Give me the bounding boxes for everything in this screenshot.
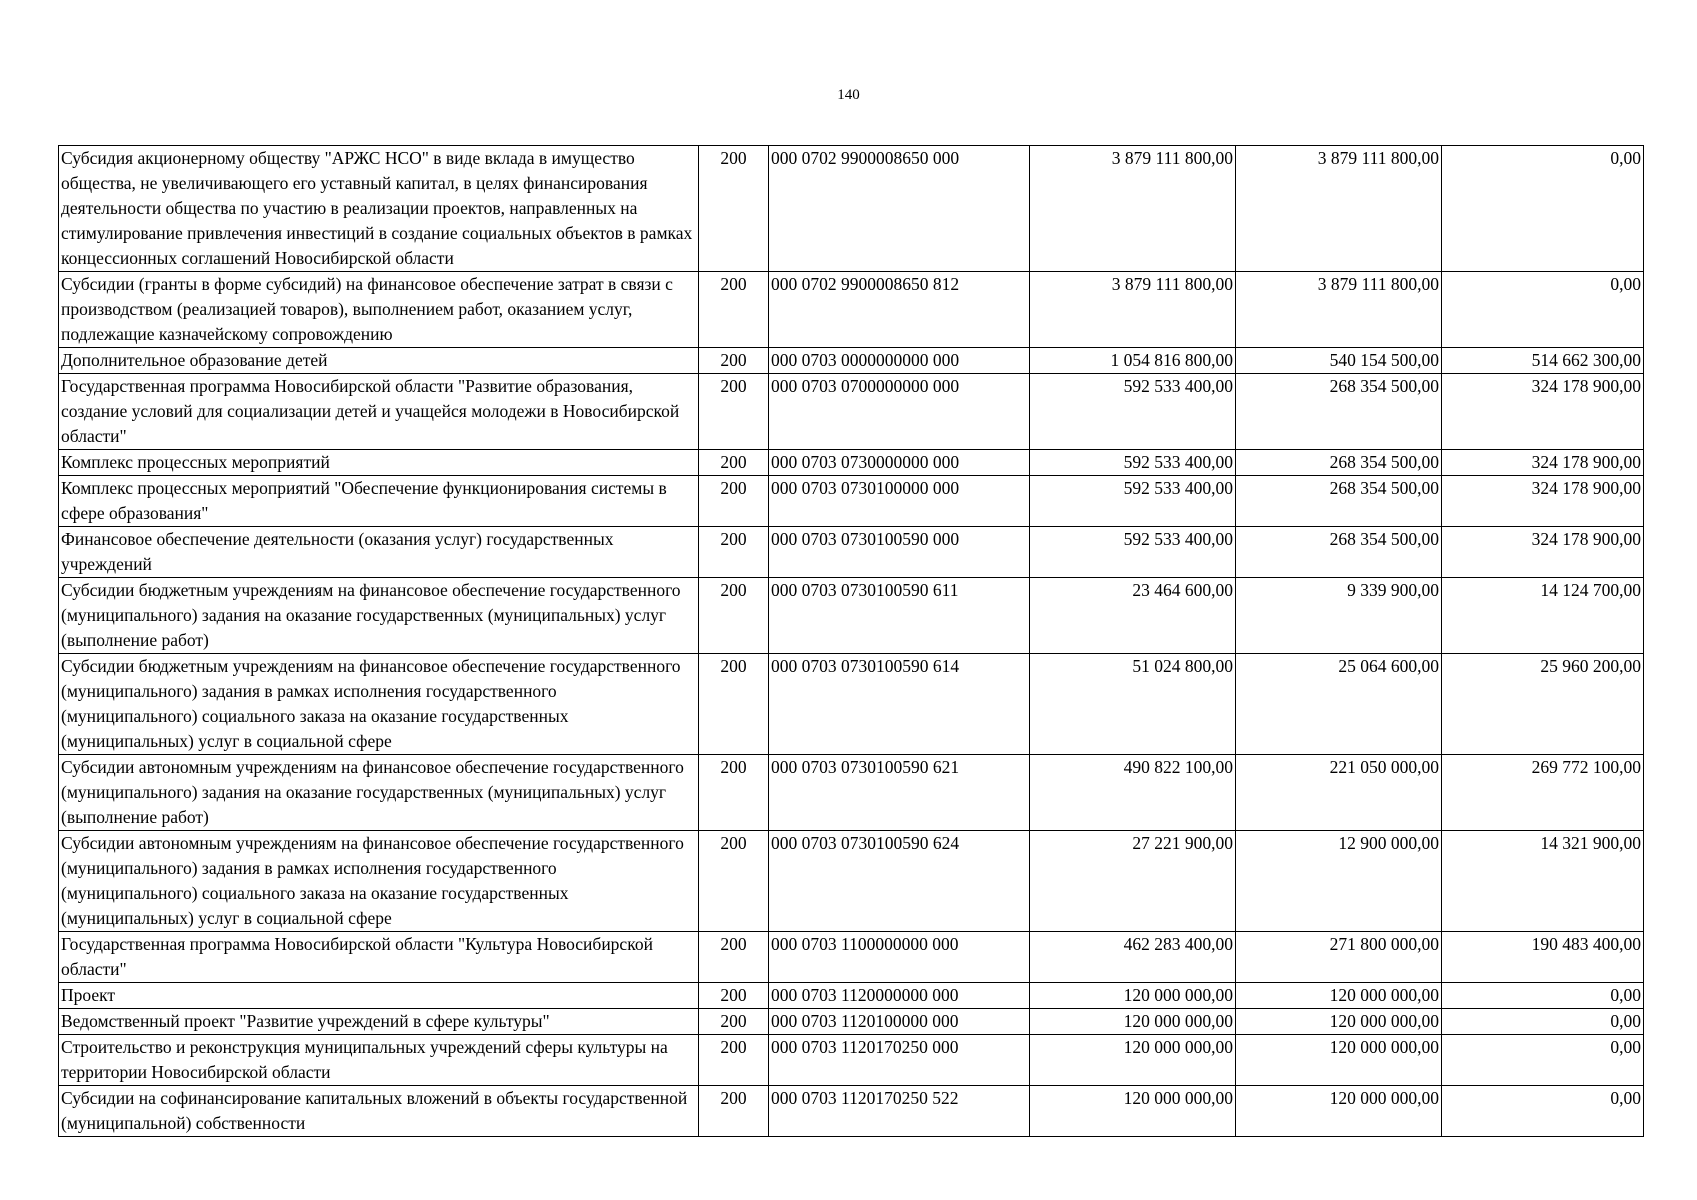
row-amount-2-cell: 0,00 bbox=[1442, 983, 1644, 1009]
row-budget-code-cell: 000 0703 1120170250 000 bbox=[769, 1035, 1030, 1086]
row-total-amount-cell: 120 000 000,00 bbox=[1030, 983, 1236, 1009]
table-row bbox=[59, 1035, 1644, 1086]
row-total-amount-cell: 592 533 400,00 bbox=[1030, 374, 1236, 450]
row-admin-code-cell: 200 bbox=[699, 146, 769, 272]
budget-table bbox=[58, 145, 1644, 1137]
row-total-amount-cell: 1 054 816 800,00 bbox=[1030, 348, 1236, 374]
row-admin-code-cell: 200 bbox=[699, 1035, 769, 1086]
row-amount-1-cell: 9 339 900,00 bbox=[1236, 578, 1442, 654]
row-amount-2-cell: 0,00 bbox=[1442, 1086, 1644, 1137]
row-amount-1-cell: 268 354 500,00 bbox=[1236, 527, 1442, 578]
row-admin-code-cell: 200 bbox=[699, 527, 769, 578]
row-amount-1-cell: 268 354 500,00 bbox=[1236, 476, 1442, 527]
row-budget-code-cell: 000 0702 9900008650 812 bbox=[769, 272, 1030, 348]
table-row bbox=[59, 755, 1644, 831]
table-row bbox=[59, 476, 1644, 527]
row-total-amount-cell: 592 533 400,00 bbox=[1030, 450, 1236, 476]
row-total-amount-cell: 51 024 800,00 bbox=[1030, 654, 1236, 755]
row-name-cell: Субсидии автономным учреждениям на финансовое обеспечение государственного (муниципального) задания в рамках исполнения государственного (муниципального) социального заказа на оказание государственных (муниципальных) услуг в социальной сфере bbox=[59, 831, 699, 932]
row-total-amount-cell: 120 000 000,00 bbox=[1030, 1009, 1236, 1035]
table-row bbox=[59, 983, 1644, 1009]
page-number: 140 bbox=[837, 87, 860, 103]
row-total-amount-cell: 23 464 600,00 bbox=[1030, 578, 1236, 654]
row-name-cell: Субсидии на софинансирование капитальных вложений в объекты государственной (муниципальной) собственности bbox=[59, 1086, 699, 1137]
table-row bbox=[59, 374, 1644, 450]
row-amount-2-cell: 25 960 200,00 bbox=[1442, 654, 1644, 755]
row-amount-2-cell: 324 178 900,00 bbox=[1442, 450, 1644, 476]
table-row bbox=[59, 146, 1644, 272]
row-budget-code-cell: 000 0703 1120170250 522 bbox=[769, 1086, 1030, 1137]
row-name-cell: Ведомственный проект "Развитие учреждений в сфере культуры" bbox=[59, 1009, 699, 1035]
row-admin-code-cell: 200 bbox=[699, 831, 769, 932]
row-amount-1-cell: 271 800 000,00 bbox=[1236, 932, 1442, 983]
row-total-amount-cell: 3 879 111 800,00 bbox=[1030, 272, 1236, 348]
table-row bbox=[59, 348, 1644, 374]
row-name-cell: Комплекс процессных мероприятий "Обеспечение функционирования системы в сфере образования" bbox=[59, 476, 699, 527]
row-budget-code-cell: 000 0703 0730100590 614 bbox=[769, 654, 1030, 755]
row-total-amount-cell: 120 000 000,00 bbox=[1030, 1086, 1236, 1137]
row-amount-1-cell: 120 000 000,00 bbox=[1236, 1035, 1442, 1086]
row-admin-code-cell: 200 bbox=[699, 983, 769, 1009]
row-budget-code-cell: 000 0703 0000000000 000 bbox=[769, 348, 1030, 374]
row-admin-code-cell: 200 bbox=[699, 755, 769, 831]
row-admin-code-cell: 200 bbox=[699, 1086, 769, 1137]
row-name-cell: Государственная программа Новосибирской области "Развитие образования, создание условий для социализации детей и учащейся молодежи в Новосибирской области" bbox=[59, 374, 699, 450]
row-name-cell: Строительство и реконструкция муниципальных учреждений сферы культуры на территории Новосибирской области bbox=[59, 1035, 699, 1086]
row-name-cell: Субсидии бюджетным учреждениям на финансовое обеспечение государственного (муниципального) задания в рамках исполнения государственного (муниципального) социального заказа на оказание государственных (муниципальных) услуг в социальной сфере bbox=[59, 654, 699, 755]
row-amount-2-cell: 0,00 bbox=[1442, 1035, 1644, 1086]
row-total-amount-cell: 592 533 400,00 bbox=[1030, 527, 1236, 578]
row-budget-code-cell: 000 0703 0730100590 611 bbox=[769, 578, 1030, 654]
table-row bbox=[59, 272, 1644, 348]
row-amount-2-cell: 514 662 300,00 bbox=[1442, 348, 1644, 374]
row-amount-1-cell: 540 154 500,00 bbox=[1236, 348, 1442, 374]
row-name-cell: Государственная программа Новосибирской области "Культура Новосибирской области" bbox=[59, 932, 699, 983]
row-amount-1-cell: 268 354 500,00 bbox=[1236, 374, 1442, 450]
row-amount-2-cell: 324 178 900,00 bbox=[1442, 476, 1644, 527]
budget-table-body bbox=[59, 146, 1644, 1137]
row-amount-1-cell: 120 000 000,00 bbox=[1236, 983, 1442, 1009]
table-row bbox=[59, 1009, 1644, 1035]
row-admin-code-cell: 200 bbox=[699, 578, 769, 654]
row-admin-code-cell: 200 bbox=[699, 272, 769, 348]
row-amount-2-cell: 0,00 bbox=[1442, 1009, 1644, 1035]
row-amount-1-cell: 221 050 000,00 bbox=[1236, 755, 1442, 831]
row-budget-code-cell: 000 0703 0730100590 000 bbox=[769, 527, 1030, 578]
row-budget-code-cell: 000 0703 0730100000 000 bbox=[769, 476, 1030, 527]
row-amount-1-cell: 3 879 111 800,00 bbox=[1236, 272, 1442, 348]
row-amount-1-cell: 3 879 111 800,00 bbox=[1236, 146, 1442, 272]
row-budget-code-cell: 000 0702 9900008650 000 bbox=[769, 146, 1030, 272]
row-amount-1-cell: 120 000 000,00 bbox=[1236, 1009, 1442, 1035]
table-row bbox=[59, 450, 1644, 476]
row-admin-code-cell: 200 bbox=[699, 932, 769, 983]
row-name-cell: Субсидии автономным учреждениям на финансовое обеспечение государственного (муниципального) задания на оказание государственных (муниципальных) услуг (выполнение работ) bbox=[59, 755, 699, 831]
row-admin-code-cell: 200 bbox=[699, 348, 769, 374]
table-row bbox=[59, 527, 1644, 578]
row-budget-code-cell: 000 0703 1120000000 000 bbox=[769, 983, 1030, 1009]
table-row bbox=[59, 1086, 1644, 1137]
row-name-cell: Субсидии бюджетным учреждениям на финансовое обеспечение государственного (муниципального) задания на оказание государственных (муниципальных) услуг (выполнение работ) bbox=[59, 578, 699, 654]
row-amount-2-cell: 324 178 900,00 bbox=[1442, 374, 1644, 450]
row-name-cell: Субсидия акционерному обществу "АРЖС НСО" в виде вклада в имущество общества, не увеличивающего его уставный капитал, в целях финансирования деятельности общества по участию в реализации проектов, направленных на стимулирование привлечения инвестиций в создание социальных объектов в рамках концессионных соглашений Новосибирской области bbox=[59, 146, 699, 272]
row-admin-code-cell: 200 bbox=[699, 654, 769, 755]
table-row bbox=[59, 831, 1644, 932]
row-name-cell: Проект bbox=[59, 983, 699, 1009]
row-amount-1-cell: 25 064 600,00 bbox=[1236, 654, 1442, 755]
row-name-cell: Финансовое обеспечение деятельности (оказания услуг) государственных учреждений bbox=[59, 527, 699, 578]
table-row bbox=[59, 654, 1644, 755]
row-total-amount-cell: 120 000 000,00 bbox=[1030, 1035, 1236, 1086]
row-budget-code-cell: 000 0703 0730000000 000 bbox=[769, 450, 1030, 476]
row-total-amount-cell: 462 283 400,00 bbox=[1030, 932, 1236, 983]
row-total-amount-cell: 490 822 100,00 bbox=[1030, 755, 1236, 831]
row-budget-code-cell: 000 0703 0700000000 000 bbox=[769, 374, 1030, 450]
row-admin-code-cell: 200 bbox=[699, 450, 769, 476]
row-total-amount-cell: 3 879 111 800,00 bbox=[1030, 146, 1236, 272]
row-amount-2-cell: 0,00 bbox=[1442, 146, 1644, 272]
row-amount-2-cell: 269 772 100,00 bbox=[1442, 755, 1644, 831]
row-budget-code-cell: 000 0703 0730100590 621 bbox=[769, 755, 1030, 831]
row-total-amount-cell: 592 533 400,00 bbox=[1030, 476, 1236, 527]
row-total-amount-cell: 27 221 900,00 bbox=[1030, 831, 1236, 932]
row-budget-code-cell: 000 0703 0730100590 624 bbox=[769, 831, 1030, 932]
row-amount-2-cell: 0,00 bbox=[1442, 272, 1644, 348]
table-row bbox=[59, 932, 1644, 983]
row-amount-1-cell: 268 354 500,00 bbox=[1236, 450, 1442, 476]
row-amount-2-cell: 14 124 700,00 bbox=[1442, 578, 1644, 654]
row-admin-code-cell: 200 bbox=[699, 476, 769, 527]
row-amount-1-cell: 12 900 000,00 bbox=[1236, 831, 1442, 932]
row-budget-code-cell: 000 0703 1100000000 000 bbox=[769, 932, 1030, 983]
row-amount-1-cell: 120 000 000,00 bbox=[1236, 1086, 1442, 1137]
row-budget-code-cell: 000 0703 1120100000 000 bbox=[769, 1009, 1030, 1035]
row-name-cell: Комплекс процессных мероприятий bbox=[59, 450, 699, 476]
row-amount-2-cell: 324 178 900,00 bbox=[1442, 527, 1644, 578]
row-admin-code-cell: 200 bbox=[699, 374, 769, 450]
row-admin-code-cell: 200 bbox=[699, 1009, 769, 1035]
row-name-cell: Дополнительное образование детей bbox=[59, 348, 699, 374]
row-amount-2-cell: 14 321 900,00 bbox=[1442, 831, 1644, 932]
row-amount-2-cell: 190 483 400,00 bbox=[1442, 932, 1644, 983]
row-name-cell: Субсидии (гранты в форме субсидий) на финансовое обеспечение затрат в связи с производством (реализацией товаров), выполнением работ, оказанием услуг, подлежащие казначейскому сопровождению bbox=[59, 272, 699, 348]
table-row bbox=[59, 578, 1644, 654]
